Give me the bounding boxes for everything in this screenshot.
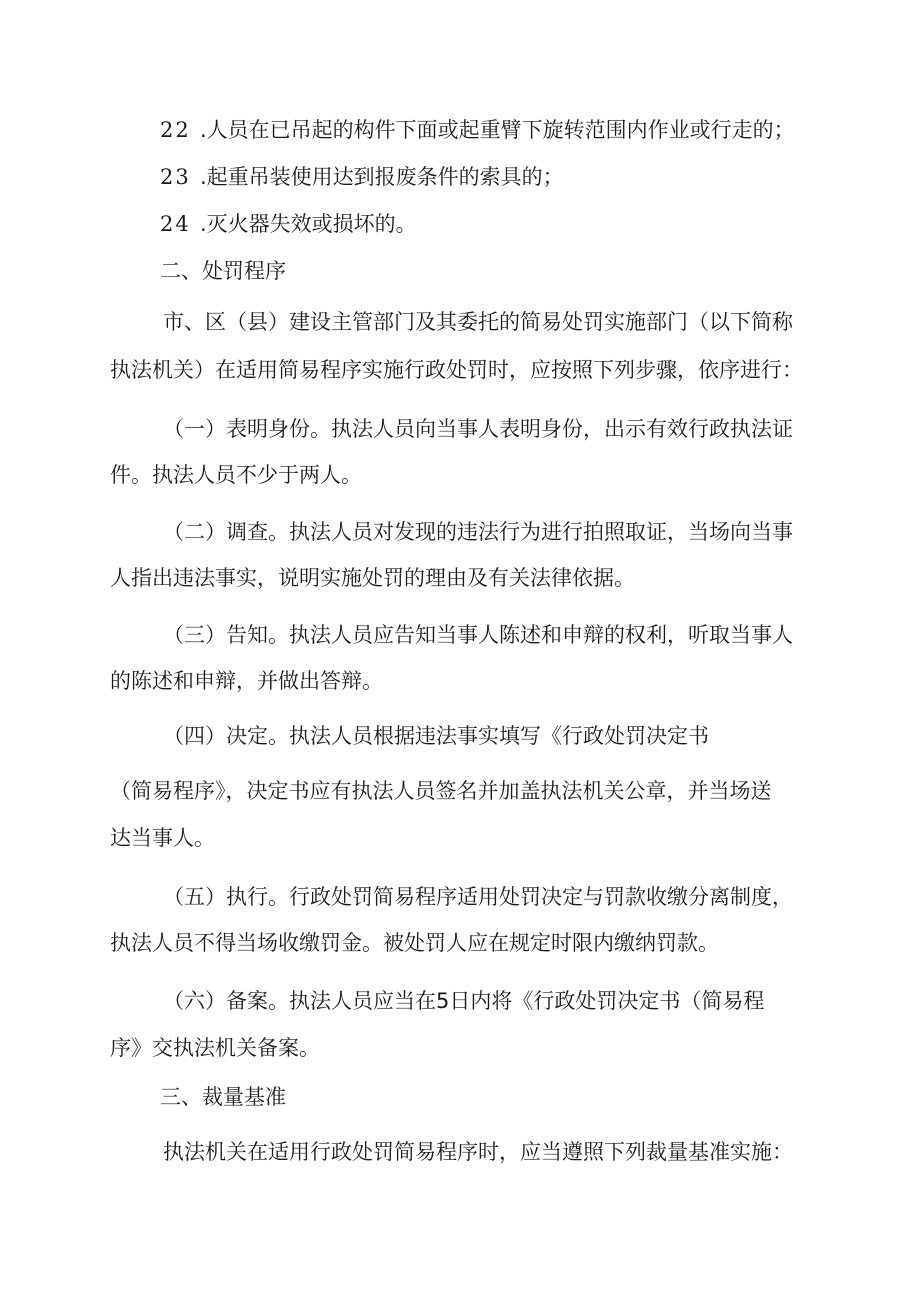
step-line: （一）表明身份。执法人员向当事人表明身份，出示有效行政执法证 bbox=[163, 417, 793, 441]
section-heading: 二、处罚程序 bbox=[160, 259, 286, 283]
paragraph-line: 执法机关在适用行政处罚简易程序时，应当遵照下列裁量基准实施： bbox=[163, 1140, 793, 1164]
step-line: （五）执行。行政处罚简易程序适用处罚决定与罚款收缴分离制度， bbox=[163, 885, 793, 909]
item-text: .灭火器失效或损坏的。 bbox=[200, 212, 417, 236]
list-item bbox=[160, 115, 880, 145]
item-number: 24 bbox=[160, 212, 191, 236]
item-number: 23 bbox=[160, 165, 191, 189]
step-line: （三）告知。执法人员应告知当事人陈述和申辩的权利，听取当事人 bbox=[163, 623, 793, 647]
step-line: 执法人员不得当场收缴罚金。被处罚人应在规定时限内缴纳罚款。 bbox=[110, 931, 719, 955]
step-line: （六）备案。执法人员应当在5日内将《行政处罚决定书（简易程 bbox=[163, 989, 765, 1013]
section-heading: 三、裁量基准 bbox=[160, 1085, 286, 1109]
step-line: 件。执法人员不少于两人。 bbox=[110, 463, 362, 487]
step-line: （二）调查。执法人员对发现的违法行为进行拍照取证，当场向当事 bbox=[163, 520, 793, 544]
list-item bbox=[160, 209, 880, 239]
paragraph-line: 执法机关）在适用简易程序实施行政处罚时，应按照下列步骤，依序进行： bbox=[110, 358, 803, 382]
step-line: 的陈述和申辩，并做出答辩。 bbox=[110, 669, 383, 693]
step-line: 序》交执法机关备案。 bbox=[110, 1036, 320, 1060]
step-line: （简易程序》，决定书应有执法人员签名并加盖执法机关公章，并当场送 bbox=[110, 779, 772, 803]
item-text: .起重吊装使用达到报废条件的索具的； bbox=[200, 165, 564, 189]
item-number: 22 bbox=[160, 118, 191, 142]
step-line: 达当事人。 bbox=[110, 826, 215, 850]
step-line: （四）决定。执法人员根据违法事实填写《行政处罚决定书 bbox=[163, 724, 709, 748]
list-item bbox=[160, 162, 880, 192]
item-text: .人员在已吊起的构件下面或起重臂下旋转范围内作业或行走的； bbox=[200, 118, 795, 142]
paragraph-line: 市、区（县）建设主管部门及其委托的简易处罚实施部门（以下简称 bbox=[163, 310, 793, 334]
step-line: 人指出违法事实，说明实施处罚的理由及有关法律依据。 bbox=[110, 566, 635, 590]
